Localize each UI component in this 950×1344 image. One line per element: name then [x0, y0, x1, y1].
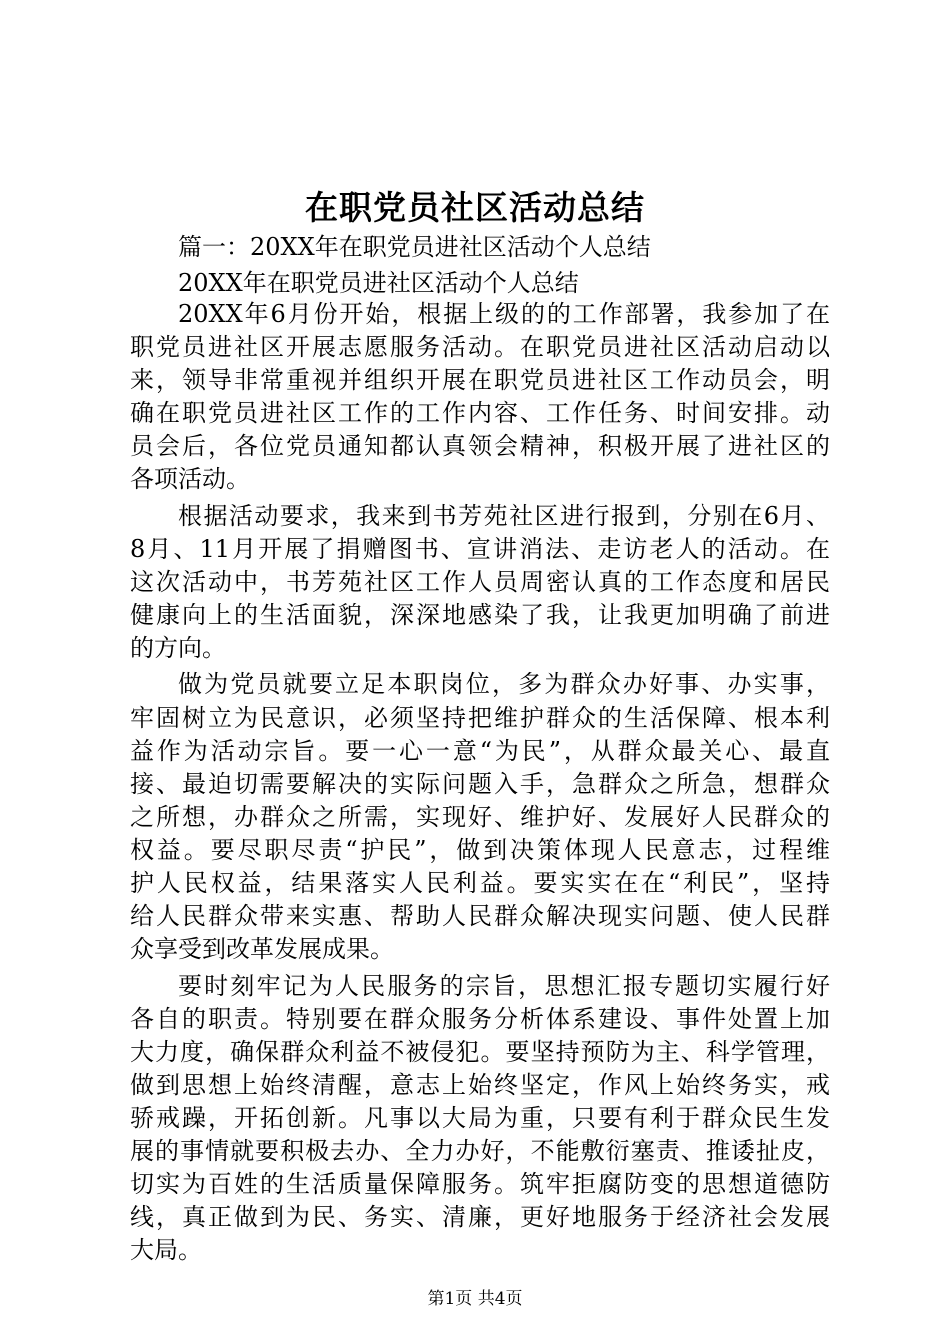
paragraph-line: 做为党员就要立足本职岗位，多为群众办好事、办实事， [178, 670, 830, 698]
paragraph-line: 员会后，各位党员通知都认真领会精神，积极开展了进社区的 [130, 432, 830, 460]
paragraph-line: 8月、11月开展了捐赠图书、宣讲消法、走访老人的活动。在 [130, 535, 830, 563]
paragraph-line: 确在职党员进社区工作的工作内容、工作任务、时间安排。动 [130, 399, 830, 427]
paragraph-line: 各自的职责。特别要在群众服务分析体系建设、事件处置上加 [130, 1005, 830, 1033]
paragraph-line: 这次活动中，书芳苑社区工作人员周密认真的工作态度和居民 [130, 568, 830, 596]
paragraph-line: 20XX年6月份开始，根据上级的的工作部署，我参加了在 [178, 300, 830, 328]
document-title: 在职党员社区活动总结 [305, 188, 645, 227]
paragraph-line: 根据活动要求，我来到书芳苑社区进行报到，分别在6月、 [178, 502, 830, 530]
paragraph-line: 益作为活动宗旨。要一心一意“为民”，从群众最关心、最直 [130, 737, 830, 765]
paragraph-line: 展的事情就要积极去办、全力办好，不能敷衍塞责、推诿扯皮， [130, 1137, 830, 1165]
paragraph-line: 接、最迫切需要解决的实际问题入手，急群众之所急，想群众 [130, 770, 830, 798]
paragraph-line: 来，领导非常重视并组织开展在职党员进社区工作动员会，明 [130, 366, 830, 394]
page-number: 第1页 共4页 [427, 1289, 523, 1309]
paragraph-line: 给人民群众带来实惠、帮助人民群众解决现实问题、使人民群 [130, 902, 830, 930]
paragraph-line: 众享受到改革发展成果。 [130, 935, 394, 963]
paragraph-line: 切实为百姓的生活质量保障服务。筑牢拒腐防变的思想道德防 [130, 1170, 830, 1198]
paragraph-line: 骄戒躁，开拓创新。凡事以大局为重，只要有利于群众民生发 [130, 1104, 830, 1132]
paragraph-line: 的方向。 [130, 634, 226, 662]
paragraph-line: 权益。要尽职尽责“护民”，做到决策体现人民意志，过程维 [130, 836, 830, 864]
paragraph-line: 职党员进社区开展志愿服务活动。在职党员进社区活动启动以 [130, 333, 830, 361]
paragraph-line: 线，真正做到为民、务实、清廉，更好地服务于经济社会发展 [130, 1203, 830, 1231]
paragraph-line: 之所想，办群众之所需，实现好、维护好、发展好人民群众的 [130, 803, 830, 831]
section-heading: 篇一：20XX年在职党员进社区活动个人总结 [178, 233, 651, 261]
subtitle-line: 20XX年在职党员进社区活动个人总结 [178, 269, 579, 297]
paragraph-line: 要时刻牢记为人民服务的宗旨，思想汇报专题切实履行好 [178, 972, 830, 1000]
paragraph-line: 大力度，确保群众利益不被侵犯。要坚持预防为主、科学管理， [130, 1038, 830, 1066]
paragraph-line: 牢固树立为民意识，必须坚持把维护群众的生活保障、根本利 [130, 704, 830, 732]
paragraph-line: 各项活动。 [130, 465, 250, 493]
paragraph-line: 护人民权益，结果落实人民利益。要实实在在“利民”，坚持 [130, 869, 830, 897]
paragraph-line: 大局。 [130, 1236, 202, 1264]
paragraph-line: 健康向上的生活面貌，深深地感染了我，让我更加明确了前进 [130, 601, 830, 629]
paragraph-line: 做到思想上始终清醒，意志上始终坚定，作风上始终务实，戒 [130, 1071, 830, 1099]
